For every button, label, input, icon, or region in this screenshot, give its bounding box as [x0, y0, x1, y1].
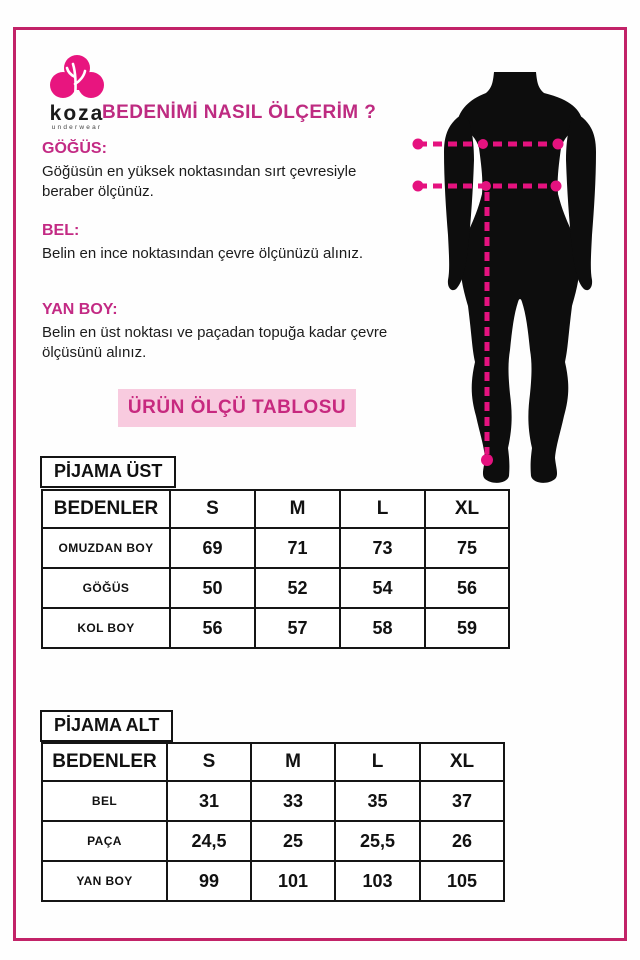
instruction-text: Belin en ince noktasından çevre ölçünüzü alınız. — [42, 245, 364, 262]
table-label-pijama-alt: PİJAMA ALT — [40, 710, 173, 742]
measurement-row-label: PAÇA — [42, 821, 167, 861]
size-value-cell: 71 — [255, 528, 340, 568]
size-table-pijama-ust — [41, 489, 510, 649]
size-value-cell: 59 — [425, 608, 509, 648]
instruction-gogus — [42, 140, 392, 202]
size-value-cell: 99 — [167, 861, 251, 901]
size-value-cell: 33 — [251, 781, 335, 821]
body-silhouette-figure — [408, 30, 623, 500]
size-column-header: S — [167, 743, 251, 781]
size-column-header: M — [251, 743, 335, 781]
measurement-row-label: BEL — [42, 781, 167, 821]
brand-tagline: underwear — [51, 124, 103, 131]
table-label-pijama-ust: PİJAMA ÜST — [40, 456, 176, 488]
brand-name: koza — [49, 102, 105, 125]
table-row — [42, 781, 504, 821]
size-column-header: M — [255, 490, 340, 528]
page-title: BEDENİMİ NASIL ÖLÇERİM ? — [102, 102, 377, 123]
size-column-header: L — [340, 490, 425, 528]
size-value-cell: 24,5 — [167, 821, 251, 861]
size-column-header: BEDENLER — [42, 490, 170, 528]
size-value-cell: 54 — [340, 568, 425, 608]
instruction-heading: BEL: — [42, 222, 80, 239]
measurement-row-label: KOL BOY — [42, 608, 170, 648]
size-value-cell: 69 — [170, 528, 255, 568]
size-value-cell: 56 — [170, 608, 255, 648]
measurement-row-label: OMUZDAN BOY — [42, 528, 170, 568]
size-value-cell: 101 — [251, 861, 335, 901]
size-table-pijama-alt — [41, 742, 505, 902]
product-size-table-banner: ÜRÜN ÖLÇÜ TABLOSU — [118, 389, 356, 427]
size-value-cell: 57 — [255, 608, 340, 648]
size-value-cell: 37 — [420, 781, 504, 821]
table-row — [42, 821, 504, 861]
koza-trefoil-icon — [46, 54, 108, 104]
size-value-cell: 73 — [340, 528, 425, 568]
size-value-cell: 31 — [167, 781, 251, 821]
size-column-header: L — [335, 743, 420, 781]
size-value-cell: 26 — [420, 821, 504, 861]
instruction-text: Belin en üst noktası ve paçadan topuğa kadar çevre ölçüsünü alınız. — [42, 324, 388, 361]
size-column-header: XL — [420, 743, 504, 781]
table-row — [42, 528, 509, 568]
size-value-cell: 35 — [335, 781, 420, 821]
size-column-header: S — [170, 490, 255, 528]
female-body-silhouette-icon — [408, 30, 623, 500]
measurement-row-label: YAN BOY — [42, 861, 167, 901]
size-value-cell: 58 — [340, 608, 425, 648]
table-row — [42, 861, 504, 901]
instruction-heading: YAN BOY: — [42, 301, 118, 318]
size-value-cell: 50 — [170, 568, 255, 608]
size-value-cell: 103 — [335, 861, 420, 901]
table-row — [42, 608, 509, 648]
size-value-cell: 25 — [251, 821, 335, 861]
size-value-cell: 52 — [255, 568, 340, 608]
size-column-header: XL — [425, 490, 509, 528]
size-column-header: BEDENLER — [42, 743, 167, 781]
instruction-yanboy — [42, 301, 392, 363]
instruction-heading: GÖĞÜS: — [42, 140, 107, 157]
size-value-cell: 105 — [420, 861, 504, 901]
size-value-cell: 25,5 — [335, 821, 420, 861]
instruction-text: Göğüsün en yüksek noktasından sırt çevresiyle beraber ölçünüz. — [42, 163, 357, 200]
size-value-cell: 75 — [425, 528, 509, 568]
instruction-bel — [42, 222, 392, 264]
table-row — [42, 568, 509, 608]
measurement-row-label: GÖĞÜS — [42, 568, 170, 608]
size-value-cell: 56 — [425, 568, 509, 608]
